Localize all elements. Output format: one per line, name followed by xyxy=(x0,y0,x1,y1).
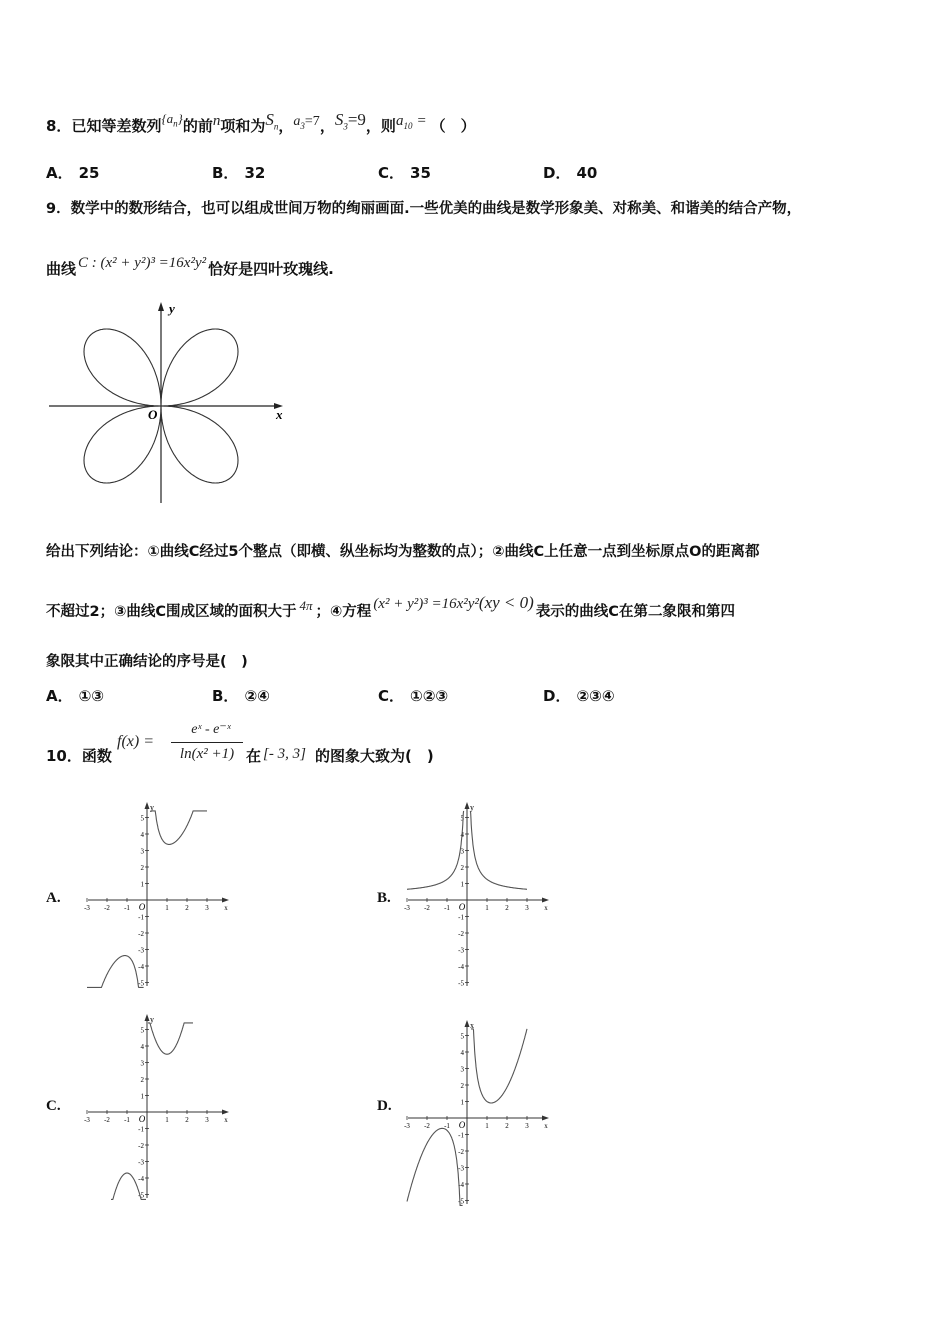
y-tick-label: -3 xyxy=(458,946,464,955)
q10-graph-a-label[interactable]: A. xyxy=(46,890,61,906)
y-tick-label: -1 xyxy=(138,1125,144,1134)
y-axis-arrow xyxy=(465,802,470,809)
y-tick-label: 1 xyxy=(460,1098,464,1107)
q10-graph-b-label[interactable]: B. xyxy=(377,890,391,906)
y-tick-label: -3 xyxy=(458,1164,464,1173)
x-tick-label: 1 xyxy=(485,1122,489,1130)
y-axis-arrow xyxy=(145,1014,150,1021)
q10-number-text: 10．函数 xyxy=(46,747,112,765)
y-tick-label: -4 xyxy=(138,1175,144,1183)
x-tick-label: x xyxy=(224,904,228,912)
y-tick-label: 3 xyxy=(140,1059,144,1068)
y-tick-label: -5 xyxy=(458,979,464,988)
y-tick-label: 3 xyxy=(460,847,464,856)
y-label: y xyxy=(169,301,175,316)
q10-graph-b[interactable] xyxy=(400,800,555,990)
x-tick-label: -3 xyxy=(84,1116,90,1124)
q8-comma-2: ， xyxy=(319,117,335,135)
q10-graph-c-label[interactable]: C. xyxy=(46,1098,61,1114)
x-axis-arrow xyxy=(222,1110,229,1115)
function-curve xyxy=(150,811,207,845)
q9-conclusions-line-1: 给出下列结论：①曲线C经过5个整点（即横、纵坐标均为整数的点）；②曲线C上任意一点到坐标原点O的距离都 xyxy=(46,544,760,560)
q10-fraction-bar xyxy=(171,742,243,743)
q8-sequence: $\{a_n\}$ xyxy=(161,111,183,129)
q8-a10: $a_{10}$ xyxy=(395,113,413,131)
x-tick-label: x xyxy=(224,1116,228,1124)
x-axis-arrow xyxy=(542,898,549,903)
y-tick-label: -2 xyxy=(138,1142,144,1150)
q9-curve-line: 曲线 C : (x² + y²)³ =16x²y² 恰好是四叶玫瑰线. xyxy=(46,255,334,278)
y-tick-label: 4 xyxy=(460,831,464,839)
x-tick-label: 2 xyxy=(185,904,189,912)
origin-label: O xyxy=(138,1114,146,1124)
q8-S3: $S_3=9$ xyxy=(334,110,366,132)
q10-denominator: ln(x² +1) xyxy=(179,746,235,762)
q8-a3: $a_3=7$ xyxy=(293,114,320,131)
origin-label: O xyxy=(148,407,158,422)
y-tick-label: 4 xyxy=(140,831,144,839)
origin-label: O xyxy=(138,902,146,912)
q9-conclusions-line-2: 不超过2；③曲线C围成区域的面积大于 4π ；④方程 (x² + y²)³ =16x²y²(xy < 0) 表示的曲线C在第二象限和第四 xyxy=(46,593,735,620)
x-tick-label: -1 xyxy=(124,1116,130,1124)
q9-equation-2-condition: (xy < 0) xyxy=(478,593,534,612)
x-tick-label: 1 xyxy=(165,904,169,912)
y-tick-label: 5 xyxy=(460,1032,464,1041)
q8-option-d[interactable]: D． 40 xyxy=(543,164,598,182)
x-tick-label: -1 xyxy=(444,904,450,912)
q9-option-a[interactable]: A． ①③ xyxy=(46,687,105,705)
q10-text-b: 在 xyxy=(246,747,262,765)
q8-number: 8． xyxy=(46,117,72,135)
x-tick-label: -3 xyxy=(404,904,410,912)
q8-text-c: 项和为 xyxy=(220,117,266,135)
q9-equation-2: (x² + y²)³ =16x²y² xyxy=(373,596,479,612)
y-axis-arrow xyxy=(158,302,164,311)
x-tick-label: 3 xyxy=(205,1116,209,1124)
x-tick-label: 2 xyxy=(185,1116,189,1124)
y-tick-label: 4 xyxy=(460,1049,464,1057)
y-tick-label: -4 xyxy=(138,963,144,971)
q10-graph-d[interactable] xyxy=(400,1018,555,1208)
y-tick-label: -2 xyxy=(458,1148,464,1156)
y-axis-arrow xyxy=(145,802,150,809)
q9-area-value: 4π xyxy=(299,598,313,613)
y-tick-label: 4 xyxy=(140,1043,144,1051)
x-tick-label: -3 xyxy=(84,904,90,912)
y-tick-label: 3 xyxy=(460,1065,464,1074)
q10-graph-d-label[interactable]: D. xyxy=(377,1098,392,1114)
q8-n: n xyxy=(212,113,221,129)
function-curve xyxy=(87,956,144,988)
q9-option-b[interactable]: B． ②④ xyxy=(212,687,270,705)
function-curve xyxy=(470,811,527,889)
x-label: x xyxy=(276,407,283,422)
x-axis-arrow xyxy=(222,898,229,903)
y-axis-label: x xyxy=(470,1021,474,1030)
y-tick-label: -3 xyxy=(138,946,144,955)
x-tick-label: 2 xyxy=(505,904,509,912)
q10-graph-a[interactable] xyxy=(80,800,235,990)
q8-equals: = xyxy=(416,113,427,129)
q9-curve-equation: C : (x² + y²)³ =16x²y² xyxy=(78,255,207,271)
x-tick-label: -2 xyxy=(424,1122,430,1130)
function-curve xyxy=(407,1128,463,1205)
x-tick-label: x xyxy=(544,904,548,912)
x-tick-label: x xyxy=(544,1122,548,1130)
y-tick-label: -1 xyxy=(458,1131,464,1140)
y-tick-label: 2 xyxy=(460,1082,464,1090)
q10-fx: f(x) = xyxy=(117,733,154,750)
y-tick-label: -5 xyxy=(138,1191,144,1200)
y-tick-label: 2 xyxy=(140,1076,144,1084)
y-axis-label: y xyxy=(150,1015,154,1024)
x-tick-label: -3 xyxy=(404,1122,410,1130)
x-tick-label: -1 xyxy=(444,1122,450,1130)
q8-option-c[interactable]: C． 35 xyxy=(378,164,431,182)
y-tick-label: 5 xyxy=(140,814,144,823)
x-tick-label: -2 xyxy=(104,1116,110,1124)
x-axis-arrow xyxy=(542,1116,549,1121)
origin-label: O xyxy=(458,1120,466,1130)
q8-text-b: 的前 xyxy=(182,117,213,135)
q8-answer-paren: （ ） xyxy=(430,117,476,135)
y-tick-label: 1 xyxy=(140,1092,144,1101)
x-tick-label: -2 xyxy=(424,904,430,912)
q10-interval: [- 3, 3] xyxy=(263,746,306,762)
x-tick-label: 1 xyxy=(485,904,489,912)
y-tick-label: -1 xyxy=(458,913,464,922)
q8-option-a[interactable]: A． 25 xyxy=(46,164,100,182)
y-tick-label: -4 xyxy=(458,1181,464,1189)
function-curve xyxy=(148,1023,193,1054)
x-tick-label: 1 xyxy=(165,1116,169,1124)
rose-curve-figure xyxy=(48,298,288,510)
q10-graph-c[interactable] xyxy=(80,1012,235,1202)
x-tick-label: 3 xyxy=(525,1122,529,1130)
y-tick-label: -2 xyxy=(458,930,464,938)
q9-line-1: 9．数学中的数形结合，也可以组成世间万物的绚丽画面.一些优美的曲线是数学形象美、对称美、和谐美的结合产物， xyxy=(46,201,802,217)
q9-option-d[interactable]: D． ②③④ xyxy=(543,687,615,705)
x-tick-label: 3 xyxy=(205,904,209,912)
y-tick-label: -5 xyxy=(138,979,144,988)
y-tick-label: 1 xyxy=(460,880,464,889)
y-tick-label: -2 xyxy=(138,930,144,938)
q9-conclusions-line-3: 象限其中正确结论的序号是( ) xyxy=(46,654,248,670)
function-curve xyxy=(471,1029,527,1103)
q8-text-d: ，则 xyxy=(365,117,396,135)
y-tick-label: -5 xyxy=(458,1197,464,1206)
y-tick-label: 2 xyxy=(140,864,144,872)
function-curve xyxy=(407,811,464,889)
y-axis-arrow xyxy=(465,1020,470,1027)
q10-text-c: 的图象大致为( ) xyxy=(315,747,434,765)
q8-comma-1: ， xyxy=(278,117,294,135)
y-tick-label: -3 xyxy=(138,1158,144,1167)
y-tick-label: 1 xyxy=(140,880,144,889)
x-tick-label: 3 xyxy=(525,904,529,912)
y-tick-label: -4 xyxy=(458,963,464,971)
y-axis-label: y xyxy=(150,803,154,812)
q8-text-a: 已知等差数列 xyxy=(71,117,162,135)
x-tick-label: -2 xyxy=(104,904,110,912)
q8-Sn: $S_n$ xyxy=(265,110,279,132)
q8-stem xyxy=(46,110,476,137)
q9-option-c[interactable]: C． ①②③ xyxy=(378,687,449,705)
q10-numerator: eˣ - e⁻ˣ xyxy=(191,722,231,737)
y-tick-label: 5 xyxy=(460,814,464,823)
y-tick-label: 2 xyxy=(460,864,464,872)
y-tick-label: 5 xyxy=(140,1026,144,1035)
origin-label: O xyxy=(458,902,466,912)
y-tick-label: 3 xyxy=(140,847,144,856)
y-tick-label: -1 xyxy=(138,913,144,922)
x-tick-label: 2 xyxy=(505,1122,509,1130)
x-tick-label: -1 xyxy=(124,904,130,912)
q8-option-b[interactable]: B． 32 xyxy=(212,164,266,182)
y-axis-label: y xyxy=(470,803,474,812)
